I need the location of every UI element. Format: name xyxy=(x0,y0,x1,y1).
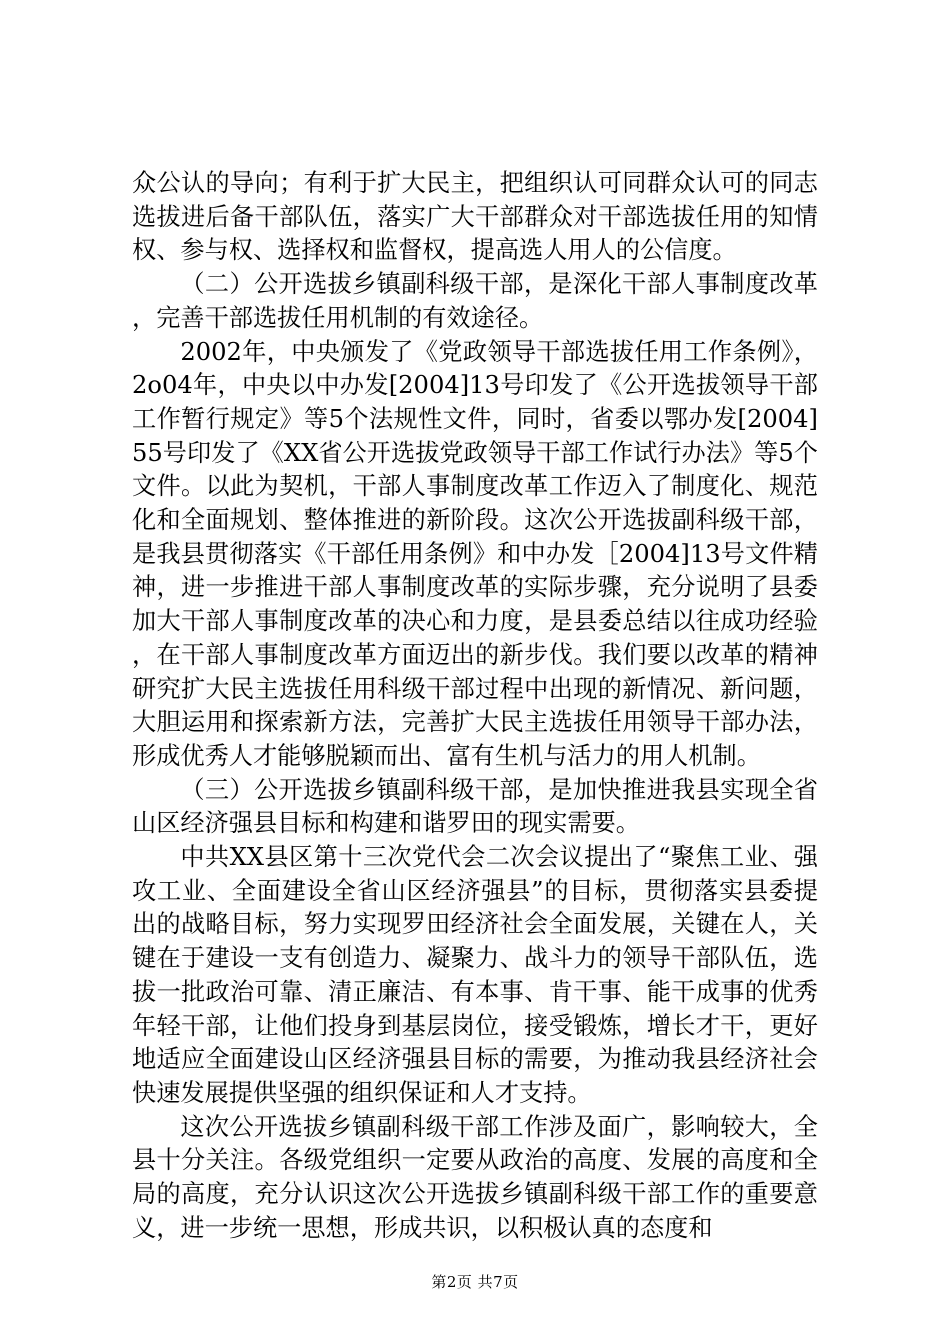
page-footer xyxy=(0,1272,950,1292)
paragraph-section-two-heading: （二）公开选拔乡镇副科级干部，是深化干部人事制度改革，完善干部选拔任用机制的有效途径。 xyxy=(132,270,818,332)
page-number: 第2页 共7页 xyxy=(431,1273,519,1291)
paragraph-continuation: 众公认的导向；有利于扩大民主，把组织认可同群众认可的同志选拔进后备干部队伍，落实广大干部群众对干部选拔任用的知情权、参与权、选择权和监督权，提高选人用人的公信度。 xyxy=(132,169,818,265)
document-body xyxy=(132,167,818,1246)
paragraph-section-two-body: 2002年，中央颁发了《党政领导干部选拔任用工作条例》，2o04年，中央以中办发[2004]13号印发了《公开选拔领导干部工作暂行规定》等5个法规性文件，同时，省委以鄂办发[2004]55号印发了《XX省公开选拔党政领导干部工作试行办法》等5个文件。以此为契机，干部人事制度改革工作迈入了制度化、规范化和全面规划、整体推进的新阶段。这次公开选拔副科级干部，是我县贯彻落实《干部任用条例》和中办发［2004]13号文件精神，进一步推进干部人事制度改革的实际步骤，充分说明了县委加大干部人事制度改革的决心和力度，是县委总结以往成功经验，在干部人事制度改革方面迈出的新步伐。我们要以改革的精神研究扩大民主选拔任用科级干部过程中出现的新情况、新问题，大胆运用和探索新方法，完善扩大民主选拔任用领导干部办法，形成优秀人才能够脱颖而出、富有生机与活力的用人机制。 xyxy=(132,337,818,770)
paragraph-section-three-body: 中共XX县区第十三次党代会二次会议提出了“聚焦工业、强攻工业、全面建设全省山区经济强县”的目标，贯彻落实县委提出的战略目标，努力实现罗田经济社会全面发展，关键在人，关键在于建设一支有创造力、凝聚力、战斗力的领导干部队伍，选拔一批政治可靠、清正廉洁、有本事、肯干事、能干成事的优秀年轻干部，让他们投身到基层岗位，接受锻炼，增长才干，更好地适应全面建设山区经济强县目标的需要，为推动我县经济社会快速发展提供坚强的组织保证和人才支持。 xyxy=(132,843,818,1107)
paragraph-closing: 这次公开选拔乡镇副科级干部工作涉及面广，影响较大，全县十分关注。各级党组织一定要从政治的高度、发展的高度和全局的高度，充分认识这次公开选拔乡镇副科级干部工作的重要意义，进一步统一思想，形成共识，以积极认真的态度和 xyxy=(132,1112,818,1242)
paragraph-section-three-heading: （三）公开选拔乡镇副科级干部，是加快推进我县实现全省山区经济强县目标和构建和谐罗田的现实需要。 xyxy=(132,775,818,838)
